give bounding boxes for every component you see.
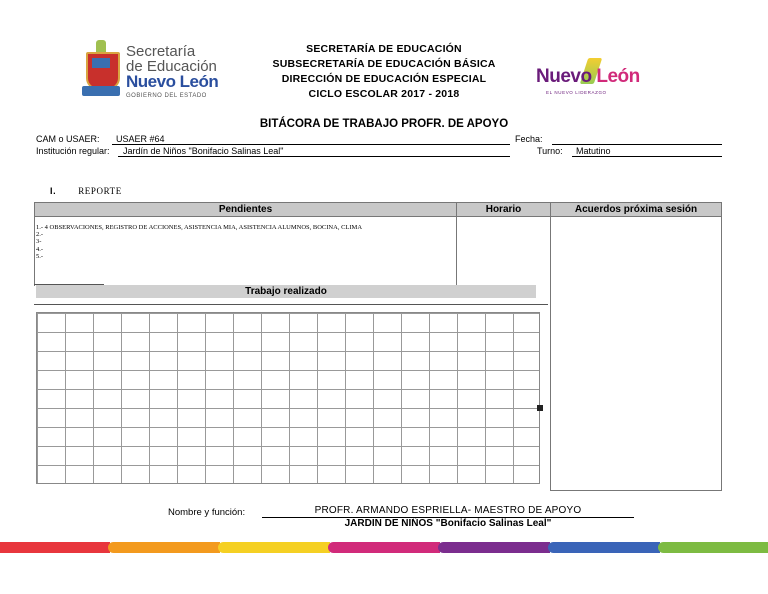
logo-line-4: GOBIERNO DEL ESTADO: [126, 93, 207, 99]
list-item[interactable]: 1.- 4 OBSERVACIONES, REGISTRO DE ACCIONES, ASISTENCIA MIA, ASISTENCIA ALUMNOS, BOCINA, CLIMA: [36, 224, 363, 231]
footer-label: Nombre y función:: [168, 507, 246, 518]
fecha-field[interactable]: [552, 134, 722, 145]
cam-value: USAER #64: [116, 134, 165, 144]
list-item[interactable]: 5.-: [36, 252, 44, 260]
secretaria-logo-text: [126, 44, 218, 104]
pendientes-list: [36, 224, 362, 260]
footer-institution: JARDIN DE NIÑOS "Bonifacio Salinas Leal": [344, 518, 552, 529]
logo-line-1: Secretaría: [126, 43, 196, 60]
trabajo-realizado-grid[interactable]: [36, 312, 540, 484]
turno-field[interactable]: [572, 146, 722, 157]
trabajo-realizado-header: Trabajo realizado: [36, 285, 536, 298]
column-header-acuerdos: Acuerdos próxima sesión: [550, 202, 722, 217]
nuevo-leon-tagline: EL NUEVO LIDERAZGO: [546, 90, 607, 95]
grid-marker: [537, 405, 543, 411]
list-item[interactable]: 3-: [36, 238, 42, 246]
color-bar-red: [0, 542, 110, 553]
header-line-3: DIRECCIÓN DE EDUCACIÓN ESPECIAL: [281, 73, 487, 85]
document-header: [230, 42, 538, 102]
table-rule-subhead: [34, 304, 548, 305]
state-seal-icon: [82, 40, 120, 100]
turno-label: Turno:: [537, 146, 563, 156]
page-title: BITÁCORA DE TRABAJO PROFR. DE APOYO: [259, 118, 509, 130]
color-bar-green: [658, 542, 768, 553]
list-item[interactable]: 2.-: [36, 231, 44, 239]
cam-label: CAM o USAER:: [36, 134, 100, 144]
color-bar-purple: [438, 542, 550, 553]
column-header-horario: Horario: [456, 202, 551, 217]
footer-name-field[interactable]: PROFR. ARMANDO ESPRIELLA- MAESTRO DE APOYO: [262, 505, 634, 518]
fecha-label: Fecha:: [515, 134, 543, 144]
nuevo-leon-logo: [536, 60, 648, 110]
logo-line-3: Nuevo León: [126, 72, 219, 91]
institucion-label: Institución regular:: [36, 146, 110, 156]
cam-field[interactable]: [112, 134, 510, 145]
header-line-1: SECRETARÍA DE EDUCACIÓN: [306, 43, 462, 55]
section-number: I.: [50, 186, 57, 196]
turno-value: Matutino: [576, 146, 611, 156]
section-name: REPORTE: [78, 186, 122, 196]
table-border-bottom: [550, 490, 722, 491]
table-border-left: [34, 216, 35, 286]
color-bar-pink: [328, 542, 440, 553]
secretaria-educacion-logo: [82, 40, 219, 104]
nuevo-leon-wordmark: Nuevo León: [536, 66, 640, 87]
color-bar-orange: [108, 542, 220, 553]
list-item[interactable]: 4.-: [36, 245, 44, 253]
table-border-horario: [456, 216, 457, 286]
header-line-4: CICLO ESCOLAR 2017 - 2018: [308, 88, 460, 100]
color-bar-blue: [548, 542, 660, 553]
institucion-field[interactable]: [118, 146, 510, 157]
section-heading: [50, 186, 122, 196]
institucion-value: Jardín de Niños "Bonifacio Salinas Leal": [123, 146, 284, 156]
color-bar-yellow: [218, 542, 330, 553]
table-border-acuerdos: [550, 216, 551, 491]
table-border-right: [721, 216, 722, 491]
column-header-pendientes: Pendientes: [34, 202, 457, 217]
header-line-2: SUBSECRETARÍA DE EDUCACIÓN BÁSICA: [272, 58, 496, 70]
logo-line-2: de Educación: [126, 58, 217, 75]
